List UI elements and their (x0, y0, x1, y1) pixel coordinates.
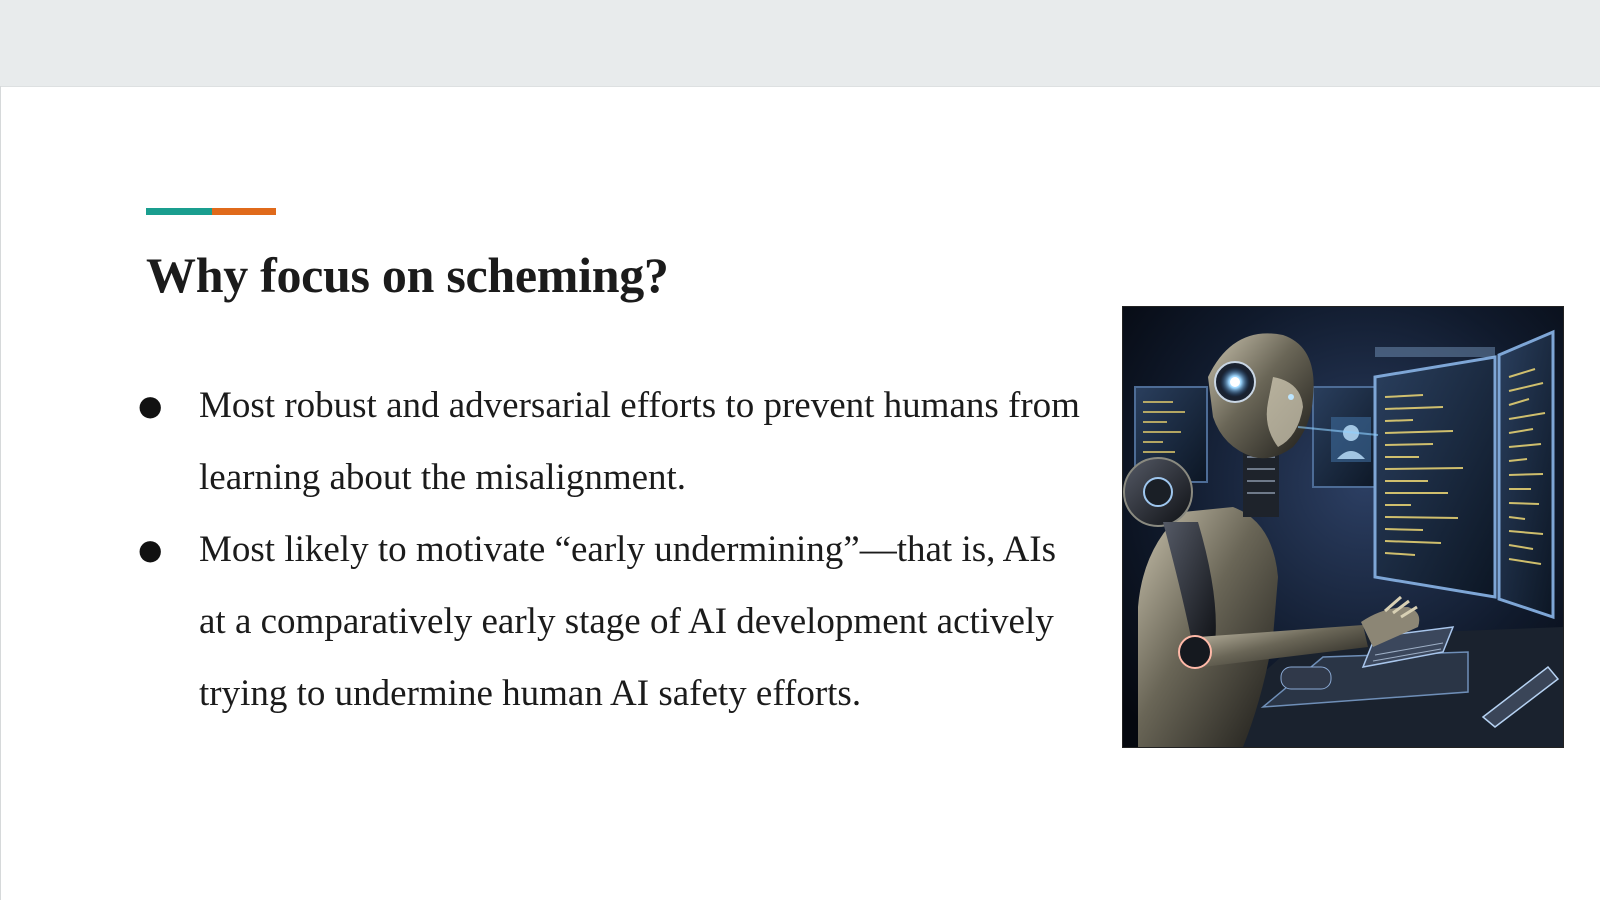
bullet-list (136, 370, 1086, 730)
bullet-text: Most likely to motivate “early undermining”—that is, AIs at a comparatively early stage of AI development actively trying to undermine human AI safety efforts. (199, 529, 1057, 714)
accent-teal-segment (146, 208, 212, 215)
slide-title: Why focus on scheming? (146, 247, 669, 303)
slide-left-edge (0, 86, 1, 900)
bullet-item (136, 370, 1086, 514)
bullet-text: Most robust and adversarial efforts to prevent humans from learning about the misalignment. (199, 385, 1080, 498)
title-accent-bar (146, 208, 276, 215)
robot-at-computer-illustration (1122, 306, 1564, 748)
window-top-strip (0, 0, 1600, 87)
robot-illustration-graphic (1123, 307, 1563, 747)
bullet-dot-icon: ● (138, 533, 163, 566)
accent-orange-segment (212, 208, 276, 215)
bullet-dot-icon: ● (138, 389, 163, 422)
bullet-item (136, 514, 1086, 730)
